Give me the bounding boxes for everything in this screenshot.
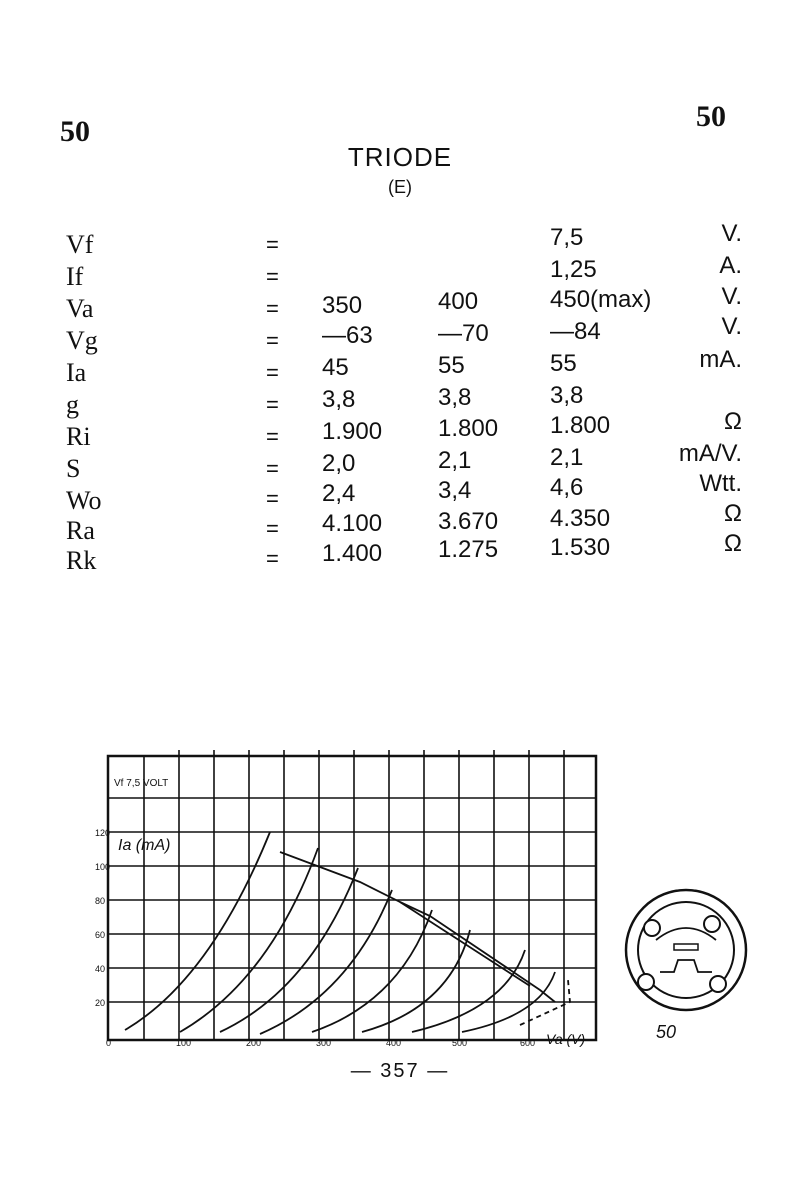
page-title: TRIODE: [347, 142, 453, 172]
value-1: 2,4: [322, 480, 356, 507]
value-1: 45: [322, 354, 349, 381]
graph-grid: [108, 750, 596, 1040]
equals-sign: =: [266, 516, 279, 541]
value-3: 7,5: [550, 224, 584, 251]
unit: mA.: [699, 346, 742, 373]
unit: V.: [721, 313, 742, 340]
x-tick: 500: [452, 1038, 468, 1048]
value-1: 1.400: [322, 540, 383, 567]
symbol: Ri: [66, 422, 91, 451]
value-1: 2,0: [322, 450, 356, 477]
value-3: —84: [550, 318, 601, 345]
y-tick: 60: [95, 930, 106, 940]
equals-sign: =: [266, 360, 279, 385]
x-tick: 100: [176, 1038, 192, 1048]
unit: A.: [719, 252, 742, 279]
unit: mA/V.: [678, 440, 742, 467]
y-tick: 20: [95, 998, 106, 1008]
symbol: Ra: [66, 516, 95, 545]
equals-sign: =: [266, 456, 279, 481]
value-3: 1.800: [550, 412, 611, 439]
equals-sign: =: [266, 392, 279, 417]
symbol: Vg: [66, 326, 98, 355]
value-3: 450(max): [550, 286, 652, 313]
symbol: Wo: [66, 486, 102, 515]
y-tick: 40: [95, 964, 106, 974]
symbol: Ia: [66, 358, 87, 387]
y-axis-label: Ia (mA): [118, 837, 171, 854]
value-2: 3.670: [438, 508, 499, 535]
characteristic-graph: [95, 740, 610, 1060]
x-axis-label: Va (V): [546, 1031, 586, 1047]
value-3: 2,1: [550, 444, 584, 471]
value-2: 2,1: [438, 447, 472, 474]
value-1: 3,8: [322, 386, 356, 413]
unit: Ω: [724, 408, 742, 435]
equals-sign: =: [266, 546, 279, 571]
unit: Ω: [724, 500, 742, 527]
value-3: 55: [550, 350, 577, 377]
value-3: 1,25: [550, 256, 597, 283]
value-2: 3,4: [438, 477, 472, 504]
symbol: Vf: [66, 230, 94, 259]
unit: Wtt.: [699, 470, 742, 497]
value-2: 1.800: [438, 415, 499, 442]
tube-number-right: 50: [696, 100, 726, 133]
value-2: 55: [438, 352, 465, 379]
unit: V.: [721, 283, 742, 310]
tube-number-left: 50: [60, 115, 90, 148]
symbol: g: [66, 390, 79, 419]
equals-sign: =: [266, 232, 279, 257]
y-tick: 100: [95, 862, 111, 872]
y-tick: 120: [95, 828, 111, 838]
symbol: If: [66, 262, 84, 291]
value-3: 4,6: [550, 474, 584, 501]
x-tick: 0: [106, 1038, 112, 1048]
socket-diagram: [616, 880, 756, 1050]
x-tick: 300: [316, 1038, 332, 1048]
socket-label: 50: [656, 1022, 677, 1042]
x-tick: 200: [246, 1038, 262, 1048]
equals-sign: =: [266, 486, 279, 511]
vf-note: Vf 7,5 VOLT: [114, 778, 169, 789]
graph-ticks: [95, 828, 535, 1048]
value-3: 3,8: [550, 382, 584, 409]
equals-sign: =: [266, 296, 279, 321]
value-3: 4.350: [550, 505, 611, 532]
plate-curves: [125, 832, 555, 1034]
value-2: —70: [438, 320, 489, 347]
symbol: S: [66, 454, 81, 483]
value-1: 4.100: [322, 510, 383, 537]
unit: Ω: [724, 530, 742, 557]
equals-sign: =: [266, 328, 279, 353]
value-1: —63: [322, 322, 373, 349]
page-number: — 357 —: [350, 1060, 450, 1082]
symbol: Va: [66, 294, 94, 323]
y-tick: 80: [95, 896, 106, 906]
value-1: 350: [322, 292, 363, 319]
value-3: 1.530: [550, 534, 611, 561]
equals-sign: =: [266, 424, 279, 449]
symbol: Rk: [66, 546, 97, 575]
x-tick: 600: [520, 1038, 536, 1048]
x-tick: 400: [386, 1038, 402, 1048]
equals-sign: =: [266, 264, 279, 289]
value-2: 1.275: [438, 536, 499, 563]
page-subtitle: (E): [388, 177, 412, 197]
value-2: 3,8: [438, 384, 472, 411]
value-2: 400: [438, 288, 479, 315]
unit: V.: [721, 220, 742, 247]
value-1: 1.900: [322, 418, 383, 445]
